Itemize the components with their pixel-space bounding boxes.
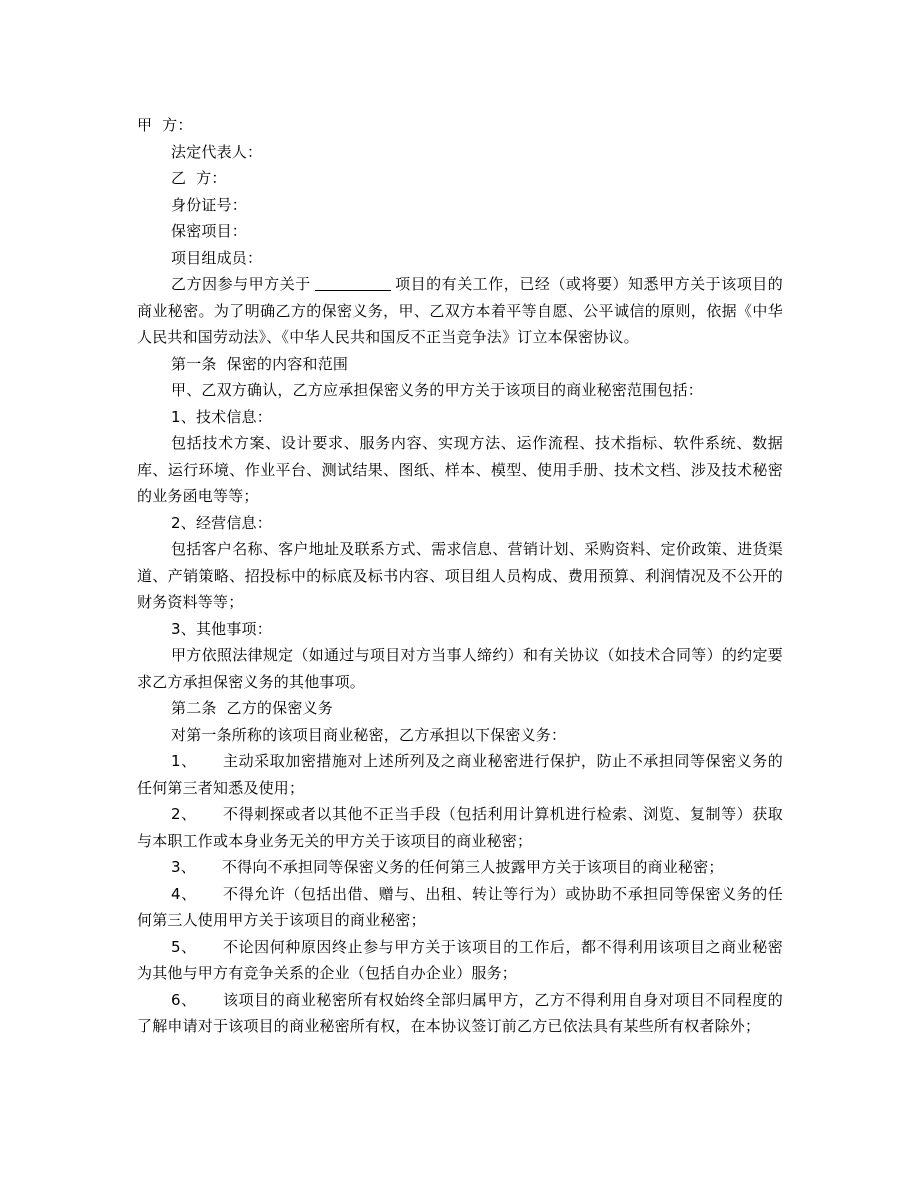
members-line: 项目组成员：: [171, 248, 263, 267]
duty-item-4: [137, 881, 783, 934]
article2-title: 第二条 乙方的保密义务: [171, 699, 333, 717]
duty-item-number: 2、: [171, 805, 197, 823]
duty-item-number: 1、: [171, 752, 197, 770]
duty-item-text: 不得允许（包括出借、赠与、出租、转让等行为）或协助不承担同等保密义务的任何第三人使用甲方关于该项目的商业秘密；: [137, 884, 783, 929]
duty-item-1: [137, 748, 783, 801]
duty-item-3: [137, 854, 783, 881]
intro-paragraph: [137, 271, 783, 351]
project-name-blank: [315, 275, 391, 291]
intro-before-blank: 乙方因参与甲方关于: [171, 275, 311, 293]
other-heading: 3、其他事项：: [171, 619, 272, 638]
duty-item-number: 6、: [171, 990, 197, 1009]
tech-info-heading: 1、技术信息：: [171, 407, 272, 426]
intro-after-blank: 项目的有关工作，已经（或将要）知悉甲方关于该项目的商业秘密。为了明确乙方的保密义务，甲、乙双方本着平等自愿、公平诚信的原则，依据《中华人民共和国劳动法》、《中华人民共和国反不正当竞争法》订立本保密协议。: [137, 275, 783, 346]
duty-item-text: 不论因何种原因终止参与甲方关于该项目的工作后，都不得利用该项目之商业秘密为其他与甲方有竞争关系的企业（包括自办企业）服务；: [137, 937, 783, 982]
duty-item-text: 该项目的商业秘密所有权始终全部归属甲方，乙方不得利用自身对项目不同程度的了解申请对于该项目的商业秘密所有权，在本协议签订前乙方已依法具有某些所有权者除外；: [137, 990, 783, 1035]
biz-info-body: 包括客户名称、客户地址及联系方式、需求信息、营销计划、采购资料、定价政策、进货渠道、产销策略、招投标中的标底及标书内容、项目组人员构成、费用预算、利润情况及不公开的财务资料等等；: [137, 540, 783, 611]
duty-item-6: [137, 987, 783, 1040]
tech-info-body: 包括技术方案、设计要求、服务内容、实现方法、运作流程、技术指标、软件系统、数据库、运行环境、作业平台、测试结果、图纸、样本、模型、使用手册、技术文档、涉及技术秘密的业务函电等等；: [137, 434, 783, 505]
duty-item-2: [137, 801, 783, 854]
legal-rep-line: 法定代表人：: [171, 142, 263, 161]
other-body: 甲方依照法律规定（如通过与项目对方当事人缔约）和有关协议（如技术合同等）的约定要求乙方承担保密义务的其他事项。: [137, 646, 783, 691]
duty-item-number: 5、: [171, 937, 197, 956]
party-b-line: 乙 方：: [171, 169, 227, 187]
biz-info-heading: 2、经营信息：: [171, 513, 272, 532]
article2-lead: 对第一条所称的该项目商业秘密，乙方承担以下保密义务：: [171, 725, 567, 744]
agreement-body: [137, 112, 783, 1040]
duty-item-text: 不得向不承担同等保密义务的任何第三人披露甲方关于该项目的商业秘密；: [221, 858, 724, 876]
duty-item-number: 3、: [171, 858, 196, 876]
duty-item-5: [137, 934, 783, 987]
duty-item-text: 不得刺探或者以其他不正当手段（包括利用计算机进行检索、浏览、复制等）获取与本职工作或本身业务无关的甲方关于该项目的商业秘密；: [137, 805, 783, 850]
project-line: 保密项目：: [171, 222, 248, 240]
duty-item-number: 4、: [171, 884, 197, 903]
article1-title: 第一条 保密的内容和范围: [171, 354, 349, 373]
duty-item-text: 主动采取加密措施对上述所列及之商业秘密进行保护，防止不承担同等保密义务的任何第三者知悉及使用；: [137, 752, 783, 797]
id-number-line: 身份证号：: [171, 195, 248, 214]
party-a-line: 甲 方：: [137, 116, 193, 134]
article1-lead: 甲、乙双方确认，乙方应承担保密义务的甲方关于该项目的商业秘密范围包括：: [171, 381, 704, 399]
